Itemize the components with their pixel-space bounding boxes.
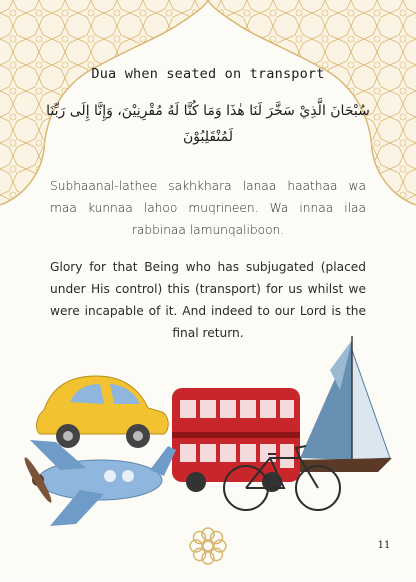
transliteration-text: Subhaanal-lathee sakhkhara lanaa haathaa wa maa kunnaa lahoo muqrineen. Wa innaa ilaa rabbinaa lamunqaliboon. [50, 179, 366, 237]
arabic-dua-text: سُبْحَانَ الَّذِيْ سَخَّرَ لَنَا هٰذَا وَمَا كُنَّا لَهُ مُقْرِنِيْنَ، وَإِنَّا إِلَى رَبِّنَا لَمُنْقَلِبُوْنَ [46, 103, 370, 145]
double-decker-bus-icon [172, 388, 300, 492]
page-number: 11 [377, 540, 391, 551]
car-icon [37, 376, 169, 448]
translation-text: Glory for that Being who has subjugated (placed under His control) this (transport) for us whilst we were incapable of it. And indeed to our Lord is the final return. [50, 260, 366, 340]
geometric-star-emblem [188, 526, 228, 566]
page-title: Dua when seated on transport [91, 66, 325, 82]
airplane-icon [22, 440, 176, 526]
sailboat-icon [290, 336, 392, 472]
transport-illustration [0, 330, 416, 530]
